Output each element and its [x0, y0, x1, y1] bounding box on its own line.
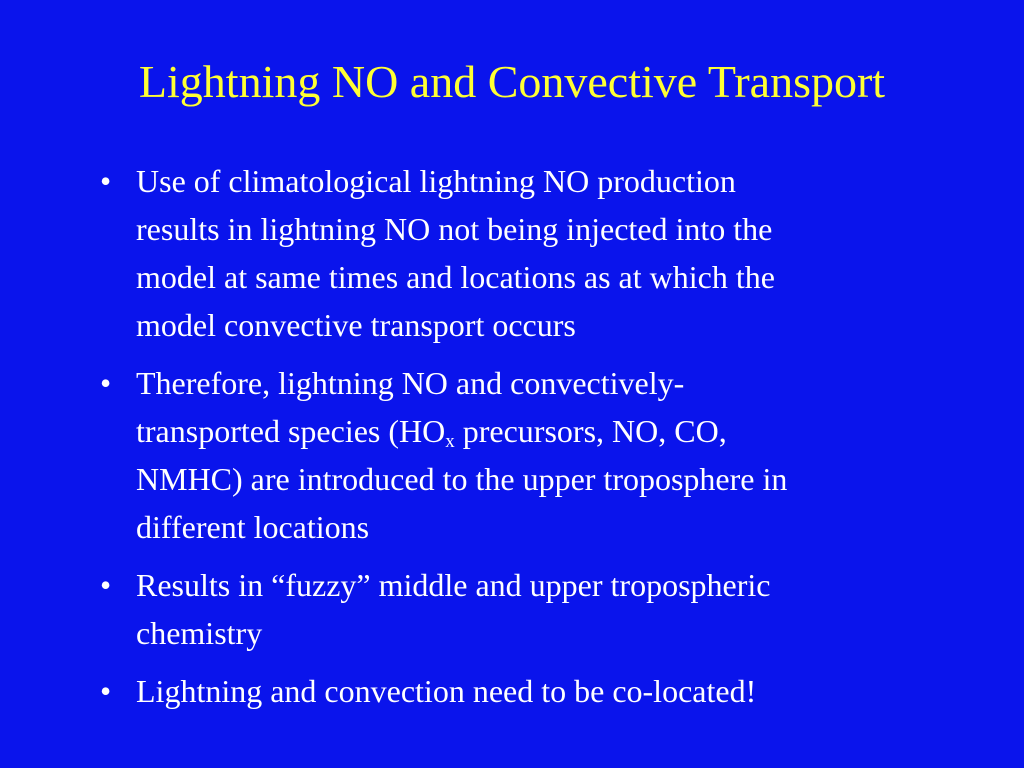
bullet-3-line-1: Results in “fuzzy” middle and upper tropospheric [136, 567, 771, 603]
bullet-list [96, 157, 966, 725]
bullet-1-line-4: model convective transport occurs [136, 307, 576, 343]
bullet-item-3 [96, 561, 966, 657]
hox-subscript: x [445, 431, 455, 452]
bullet-2-line-2-before-subscript: transported species (HO [136, 413, 446, 449]
bullet-2-line-3: NMHC) are introduced to the upper troposphere in [136, 461, 788, 497]
bullet-item-1 [96, 157, 966, 349]
bullet-1-line-1: Use of climatological lightning NO production [136, 163, 736, 199]
bullet-marker: • [100, 673, 112, 709]
bullet-2-line-4: different locations [136, 509, 370, 545]
bullet-2-line-2 [136, 407, 966, 455]
bullet-1-line-2: results in lightning NO not being injected into the [136, 211, 773, 247]
bullet-3-line-2: chemistry [136, 615, 263, 651]
bullet-marker: • [100, 365, 112, 401]
bullet-item-4 [96, 667, 966, 715]
bullet-marker: • [100, 163, 112, 199]
bullet-2-line-2-after-subscript: precursors, NO, CO, [454, 413, 727, 449]
bullet-1-line-3: model at same times and locations as at which the [136, 259, 775, 295]
bullet-item-2 [96, 359, 966, 551]
slide-title: Lightning NO and Convective Transport [138, 56, 886, 107]
bullet-marker: • [100, 567, 112, 603]
bullet-4-line-1: Lightning and convection need to be co-located! [136, 673, 757, 709]
bullet-2-line-1: Therefore, lightning NO and convectively- [136, 365, 685, 401]
